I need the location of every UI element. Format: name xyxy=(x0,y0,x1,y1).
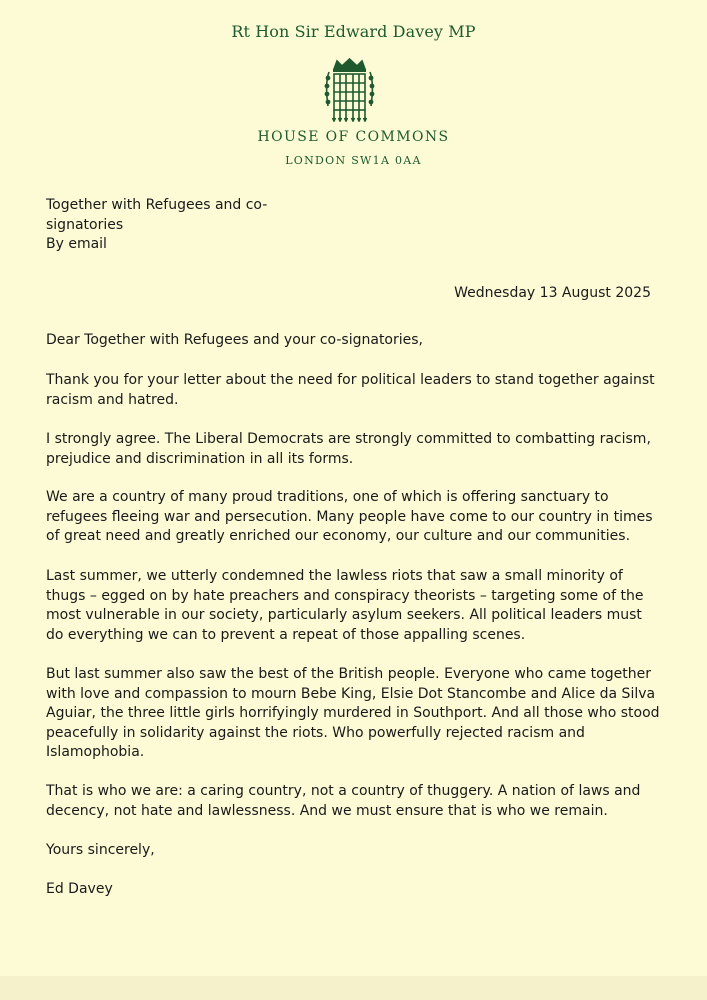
house-name: HOUSE OF COMMONS xyxy=(257,129,450,145)
recipient-line-2: signatories xyxy=(46,216,124,233)
page-bottom-strip xyxy=(0,976,707,1000)
signature-name: Ed Davey xyxy=(46,881,113,897)
paragraph-1: Thank you for your letter about the need for political leaders to stand together against racism and hatred. xyxy=(46,372,655,408)
paragraph-6: That is who we are: a caring country, not a country of thuggery. A nation of laws and decency, not hate and lawlessness. And we must ensure that is who we remain. xyxy=(46,783,641,819)
recipient-line-3: By email xyxy=(46,236,107,252)
portcullis-icon xyxy=(322,58,377,122)
paragraph-5: But last summer also saw the best of the British people. Everyone who came together with love and compassion to mourn Bebe King, Elsie Dot Stancombe and Alice da Silva Aguiar, the three little girls horrifyingly murdered in Southport. And all those who stood peacefully in solidarity against the riots. Who powerfully rejected racism and Islamophobia. xyxy=(46,666,660,760)
closing: Yours sincerely, xyxy=(46,842,155,858)
recipient-block xyxy=(46,196,276,255)
paragraph-4: Last summer, we utterly condemned the lawless riots that saw a small minority of thugs – egged on by hate preachers and conspiracy theorists – targeting some of the most vulnerable in our society, particularly asylum seekers. All political leaders must do everything we can to prevent a repeat of those appalling scenes. xyxy=(46,568,644,643)
salutation: Dear Together with Refugees and your co-signatories, xyxy=(46,332,423,348)
letterhead-address: LONDON SW1A 0AA xyxy=(285,154,422,167)
paragraph-2: I strongly agree. The Liberal Democrats are strongly committed to combatting racism, prejudice and discrimination in all its forms. xyxy=(46,431,651,467)
paragraph-3: We are a country of many proud traditions, one of which is offering sanctuary to refugees fleeing war and persecution. Many people have come to our country in times of great need and greatly enriched our economy, our culture and our communities. xyxy=(46,489,653,544)
recipient-line-1: Together with Refugees and co- xyxy=(46,197,268,213)
mp-name: Rt Hon Sir Edward Davey MP xyxy=(231,22,476,41)
letter-date: Wednesday 13 August 2025 xyxy=(454,285,651,301)
